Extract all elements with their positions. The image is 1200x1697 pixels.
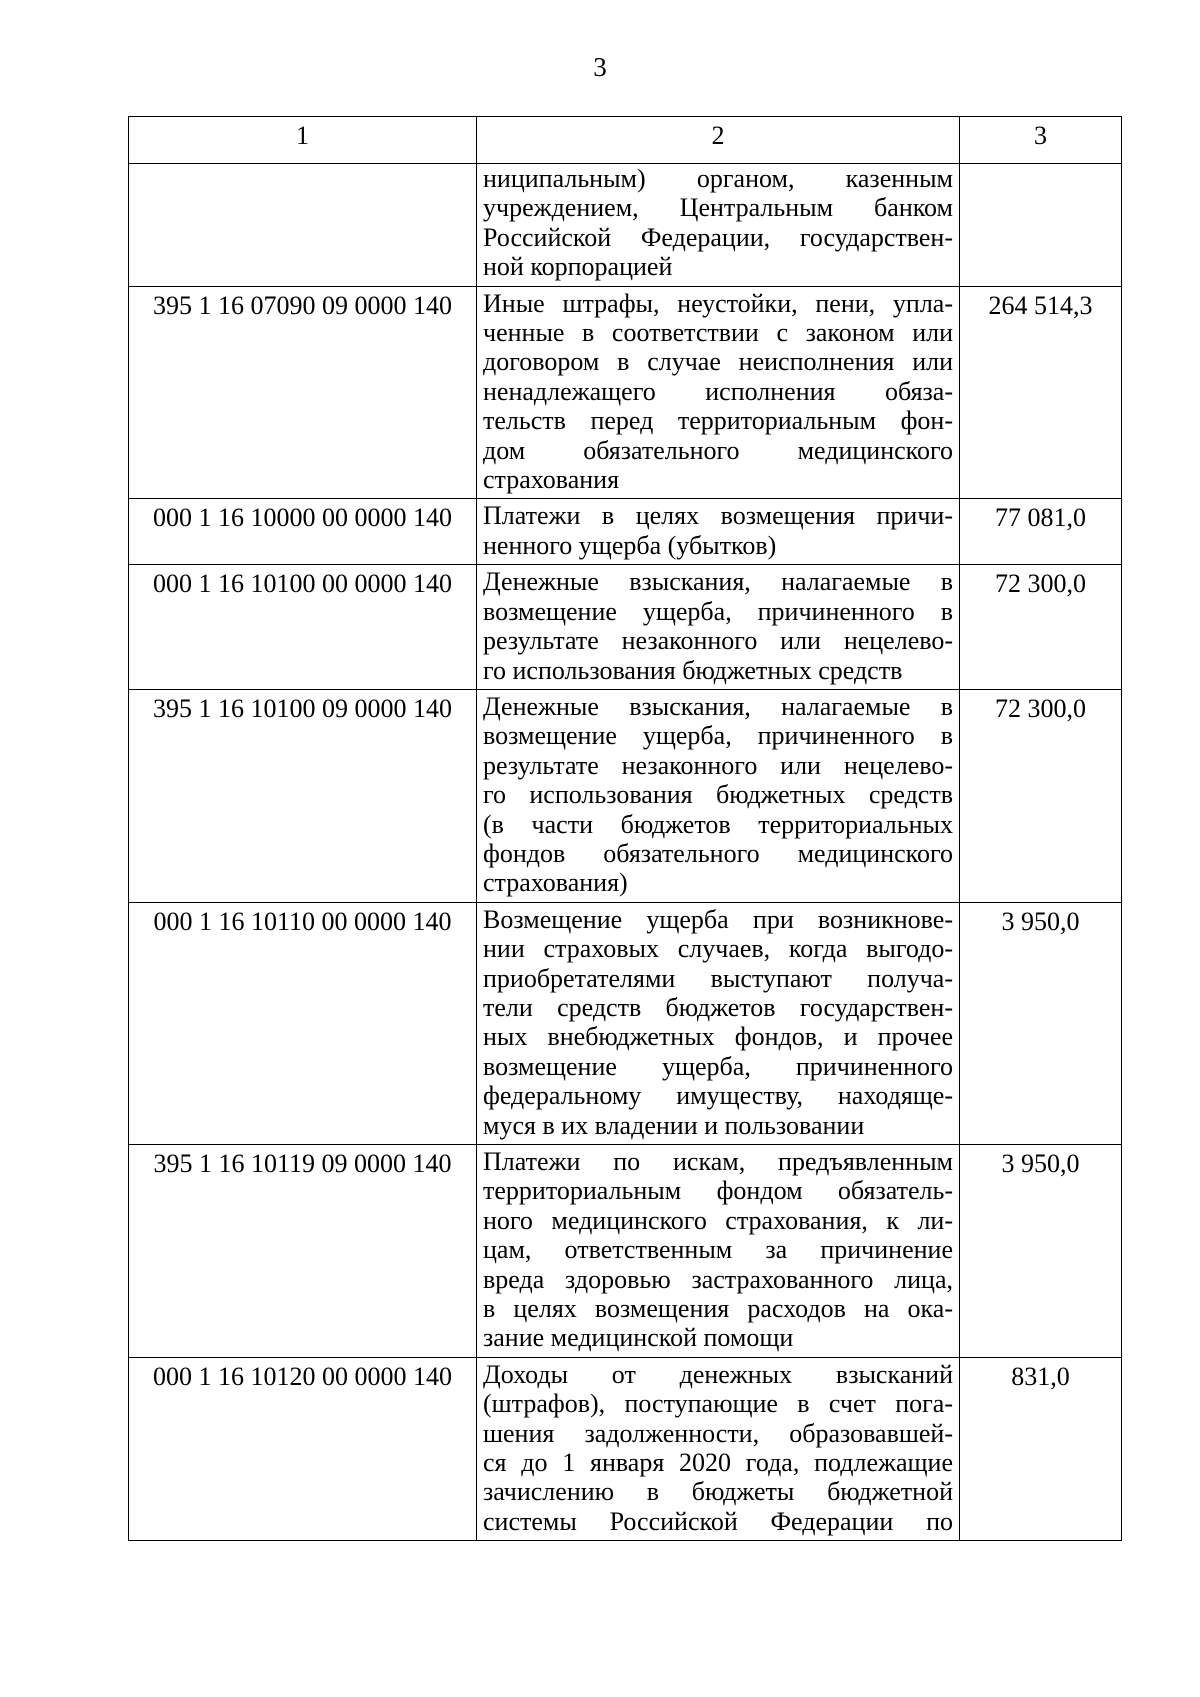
description-line: Платежи по искам, предъявленным	[483, 1147, 953, 1176]
description-line: Возмещение ущерба при возникнове-	[483, 904, 953, 934]
amount-cell: 72 300,0	[960, 565, 1122, 690]
table-row	[129, 902, 1122, 1144]
description-line: го использования бюджетных средств	[483, 655, 903, 685]
description-line: муся в их владении и пользовании	[483, 1110, 865, 1140]
description-line: в целях возмещения расходов на ока-	[483, 1294, 953, 1324]
description-cell	[477, 1145, 960, 1358]
description-line: вреда здоровью застрахованного лица,	[483, 1264, 953, 1294]
table-header-row	[129, 117, 1122, 164]
column-header-description: 2	[477, 117, 960, 164]
description-line: ной корпорацией	[483, 252, 673, 282]
description-line: возмещение ущерба, причиненного	[483, 1051, 953, 1081]
description-line: ченные в соответствии с законом или	[483, 318, 953, 348]
description-line: ненадлежащего исполнения обяза-	[483, 376, 953, 406]
table-row	[129, 689, 1122, 902]
description-line: цам, ответственным за причинение	[483, 1235, 953, 1265]
description-cell	[477, 689, 960, 902]
description-line: зание медицинской помощи	[483, 1323, 794, 1353]
amount-cell: 831,0	[960, 1357, 1122, 1540]
description-line: учреждением, Центральным банком	[483, 193, 953, 223]
description-line: результате незаконного или нецелево-	[483, 626, 953, 656]
description-line: Платежи в целях возмещения причи-	[483, 501, 953, 531]
column-header-code: 1	[129, 117, 477, 164]
description-line: системы Российской Федерации по	[483, 1506, 953, 1536]
description-line: фондов обязательного медицинского	[483, 838, 953, 868]
description-cell	[477, 286, 960, 499]
description-line: шения задолженности, образовавшей-	[483, 1418, 953, 1448]
table-row	[129, 565, 1122, 690]
budget-code-cell: 000 1 16 10120 00 0000 140	[129, 1357, 477, 1540]
budget-code-cell: 000 1 16 10110 00 0000 140	[129, 902, 477, 1144]
description-line: го использования бюджетных средств	[483, 780, 953, 810]
description-cell	[477, 1357, 960, 1540]
column-header-amount: 3	[960, 117, 1122, 164]
budget-code-cell: 395 1 16 10119 09 0000 140	[129, 1145, 477, 1358]
amount-cell: 3 950,0	[960, 902, 1122, 1144]
description-cell	[477, 499, 960, 565]
description-line: Доходы от денежных взысканий	[483, 1359, 953, 1389]
description-line: результате незаконного или нецелево-	[483, 750, 953, 780]
description-line: ненного ущерба (убытков)	[483, 530, 777, 560]
description-line: (в части бюджетов территориальных	[483, 809, 953, 839]
amount-cell: 264 514,3	[960, 286, 1122, 499]
budget-code-cell: 395 1 16 07090 09 0000 140	[129, 286, 477, 499]
budget-code-cell	[129, 164, 477, 287]
table-row	[129, 1145, 1122, 1358]
description-line: (штрафов), поступающие в счет пога-	[483, 1389, 953, 1419]
description-line: дом обязательного медицинского	[483, 435, 953, 465]
table-row	[129, 499, 1122, 565]
description-line: ниципальным) органом, казенным	[483, 164, 953, 193]
table-row	[129, 286, 1122, 499]
description-line: договором в случае неисполнения или	[483, 347, 953, 377]
page-number: 3	[593, 52, 607, 82]
description-line: возмещение ущерба, причиненного в	[483, 721, 953, 751]
description-line: территориальным фондом обязатель-	[483, 1176, 953, 1206]
description-cell	[477, 164, 960, 287]
table-row	[129, 164, 1122, 287]
budget-code-cell: 000 1 16 10000 00 0000 140	[129, 499, 477, 565]
description-line: страхования)	[483, 868, 628, 898]
description-line: приобретателями выступают получа-	[483, 963, 953, 993]
description-line: Российской Федерации, государствен-	[483, 222, 953, 252]
amount-cell	[960, 164, 1122, 287]
amount-cell: 77 081,0	[960, 499, 1122, 565]
description-line: страхования	[483, 465, 620, 495]
description-line: зачислению в бюджеты бюджетной	[483, 1477, 953, 1507]
description-cell	[477, 565, 960, 690]
description-line: тели средств бюджетов государствен-	[483, 992, 953, 1022]
description-line: возмещение ущерба, причиненного в	[483, 596, 953, 626]
amount-cell: 3 950,0	[960, 1145, 1122, 1358]
description-cell	[477, 902, 960, 1144]
description-line: Иные штрафы, неустойки, пени, упла-	[483, 288, 953, 318]
table-row	[129, 1357, 1122, 1540]
description-line: ся до 1 января 2020 года, подлежащие	[483, 1448, 953, 1478]
budget-revenue-table	[128, 116, 1122, 1541]
budget-code-cell: 000 1 16 10100 00 0000 140	[129, 565, 477, 690]
description-line: нии страховых случаев, когда выгодо-	[483, 934, 953, 964]
description-line: ных внебюджетных фондов, и прочее	[483, 1022, 953, 1052]
description-line: ного медицинского страхования, к ли-	[483, 1205, 953, 1235]
description-line: тельств перед территориальным фон-	[483, 406, 953, 436]
description-line: федеральному имуществу, находяще-	[483, 1081, 953, 1111]
description-line: Денежные взыскания, налагаемые в	[483, 567, 953, 597]
budget-code-cell: 395 1 16 10100 09 0000 140	[129, 689, 477, 902]
amount-cell: 72 300,0	[960, 689, 1122, 902]
description-line: Денежные взыскания, налагаемые в	[483, 691, 953, 721]
